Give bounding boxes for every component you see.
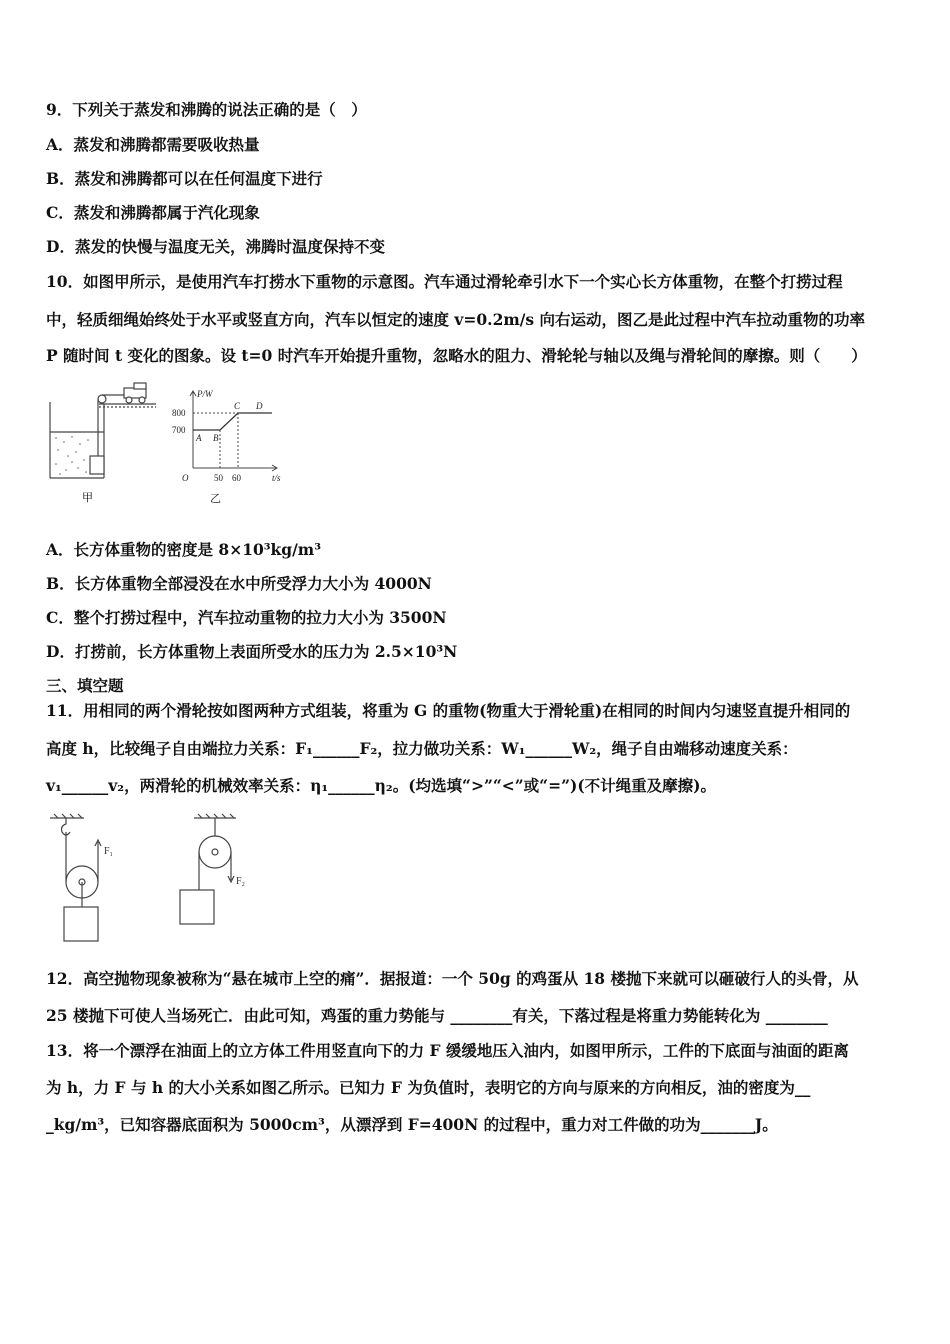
q10-graph-y-tick-800: 800 [172,408,186,418]
q10-stem-line3: P 随时间 t 变化的图象。设 t=0 时汽车开始提升重物，忽略水的阻力、滑轮轮与轴以及绳与滑轮间的摩擦。则（ ） [46,346,867,365]
q10-graph-origin: O [182,473,189,483]
q10-graph-point-c: C [234,401,241,411]
q10-figure-yi [168,386,288,506]
q10-option-c: C．整个打捞过程中，汽车拉动重物的拉力大小为 3500N [46,608,447,627]
section-3-heading: 三、填空题 [46,676,124,695]
q11-stem-line2: 高度 h，比较绳子自由端拉力关系：F₁______F₂，拉力做功关系：W₁______W₂，绳子自由端移动速度关系： [46,739,798,758]
q10-fig-jia-label: 甲 [82,492,93,504]
q11-f1-label: F₁ [104,846,114,857]
q10-stem-line2: 中，轻质细绳始终处于水平或竖直方向，汽车以恒定的速度 v=0.2m/s 向右运动，图乙是此过程中汽车拉动重物的功率 [46,310,866,329]
q9-option-d: D．蒸发的快慢与温度无关，沸腾时温度保持不变 [46,237,385,256]
q10-fig-yi-label: 乙 [210,493,221,505]
q12-stem-line2: 25 楼抛下可使人当场死亡．由此可知，鸡蛋的重力势能与 ________有关，下落过程是将重力势能转化为 ________ [46,1006,828,1025]
q10-graph-point-b: B [213,433,219,443]
q11-stem-line1: 11．用相同的两个滑轮按如图两种方式组装，将重为 G 的重物(物重大于滑轮重)在相同的时间内匀速竖直提升相同的 [46,701,851,720]
q10-graph-x-label: t/s [272,473,281,483]
q10-stem-line1: 10．如图甲所示，是使用汽车打捞水下重物的示意图。汽车通过滑轮牵引水下一个实心长方体重物，在整个打捞过程 [46,272,843,291]
q10-graph-x-tick-60: 60 [232,473,241,483]
q10-figure-jia [44,380,159,505]
q10-graph-point-d: D [256,401,263,411]
q10-graph-x-tick-50: 50 [214,473,223,483]
q12-stem-line1: 12．高空抛物现象被称为“悬在城市上空的痛”．据报道：一个 50g 的鸡蛋从 18 楼抛下来就可以砸破行人的头骨，从 [46,969,859,988]
q9-option-c: C．蒸发和沸腾都属于汽化现象 [46,203,260,222]
q13-stem-line2: 为 h，力 F 与 h 的大小关系如图乙所示。已知力 F 为负值时，表明它的方向与原来的方向相反，油的密度为__ [46,1078,811,1097]
q9-option-a: A．蒸发和沸腾都需要吸收热量 [46,135,260,154]
q10-option-b: B．长方体重物全部浸没在水中所受浮力大小为 4000N [46,574,432,593]
q10-option-a: A．长方体重物的密度是 8×10³kg/m³ [46,540,321,559]
q13-stem-line1: 13．将一个漂浮在油面上的立方体工件用竖直向下的力 F 缓缓地压入油内，如图甲所示，工件的下底面与油面的距离 [46,1041,849,1060]
q10-graph-y-tick-700: 700 [172,425,186,435]
q11-f2-label: F₂ [236,876,246,887]
q9-stem: 9．下列关于蒸发和沸腾的说法正确的是（ ） [46,100,367,119]
q10-graph-point-a: A [196,433,202,443]
q11-pulley-figures [44,812,264,947]
q10-graph-y-label: P/W [197,389,213,399]
q11-stem-line3: v₁______v₂，两滑轮的机械效率关系：η₁______η₂。(均选填“>”“<”或“=”)(不计绳重及摩擦)。 [46,776,716,795]
q13-stem-line3: _kg/m³，已知容器底面积为 5000cm³，从漂浮到 F=400N 的过程中，重力对工件做的功为_______J。 [46,1115,778,1134]
q10-option-d: D．打捞前，长方体重物上表面所受水的压力为 2.5×10³N [46,642,458,661]
q9-option-b: B．蒸发和沸腾都可以在任何温度下进行 [46,169,323,188]
